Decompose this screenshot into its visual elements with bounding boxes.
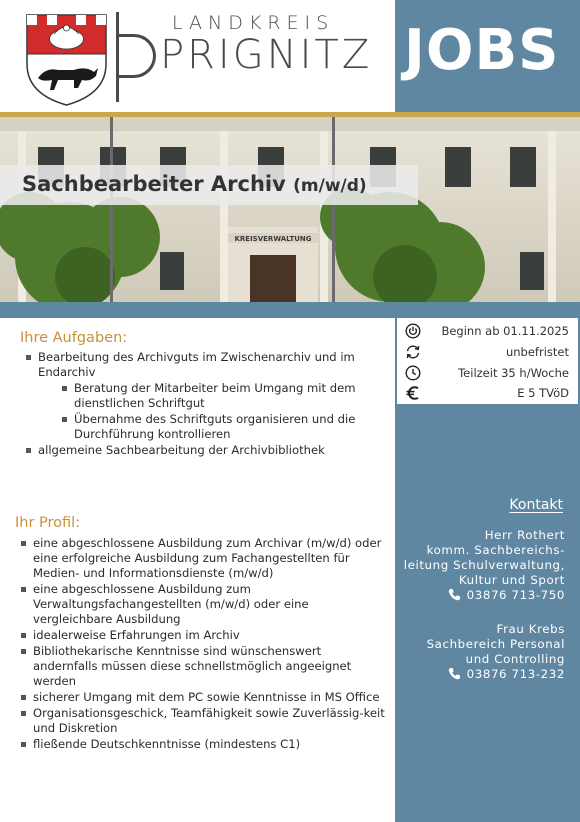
county-name: PRIGNITZ [160, 32, 373, 78]
contact-role-line: und Controlling [465, 652, 565, 666]
info-start [397, 322, 578, 342]
list-item: Beratung der Mitarbeiter beim Umgang mit dem dienstlichen Schriftgut [22, 381, 384, 411]
coat-of-arms-icon [24, 12, 109, 107]
list-item: fließende Deutschkenntnisse (mindestens C1) [17, 737, 385, 752]
contact-role-line: komm. Sachbereichs- [426, 543, 565, 557]
list-item: Bibliothekarische Kenntnisse sind wünschenswert andernfalls müssen diese schnellstmöglich angeeignet werden [17, 644, 385, 689]
list-item: Organisationsgeschick, Teamfähigkeit sowie Zuverlässig-keit und Diskretion [17, 706, 385, 736]
list-item: idealerweise Erfahrungen im Archiv [17, 628, 385, 643]
contact-phone[interactable] [427, 667, 565, 682]
info-duration-text: unbefristet [505, 345, 569, 359]
info-hours-text: Teilzeit 35 h/Woche [458, 366, 569, 380]
info-hours [397, 364, 578, 384]
job-title [22, 172, 367, 196]
contact-phone-number: 03876 713-232 [466, 667, 565, 681]
info-duration [397, 343, 578, 363]
tasks-heading: Ihre Aufgaben: [20, 330, 128, 346]
contact-phone-number: 03876 713-750 [466, 588, 565, 602]
profile-heading: Ihr Profil: [15, 515, 81, 531]
list-item: sicherer Umgang mit dem PC sowie Kenntnisse in MS Office [17, 690, 385, 705]
euro-icon [405, 385, 421, 401]
contact-person-2 [427, 622, 565, 682]
list-item: eine abgeschlossene Ausbildung zum Archivar (m/w/d) oder eine erfolgreiche Ausbildung zum Fachangestellten für Medien- und Informationsdienste (m/w/d) [17, 536, 385, 581]
contact-role-line: Kultur und Sport [458, 573, 565, 587]
building-sign: KREISVERWALTUNG [234, 235, 312, 243]
job-title-text: Sachbearbeiter Archiv [22, 172, 286, 196]
contact-role-line: Sachbereich Personal [426, 637, 565, 651]
power-icon [405, 323, 421, 339]
refresh-icon [405, 344, 421, 360]
job-title-suffix: (m/w/d) [293, 176, 367, 196]
contact-role-line: leitung Schulverwaltung, [403, 558, 565, 572]
blue-strip [0, 302, 580, 318]
phone-icon [448, 667, 461, 680]
jobs-label: JOBS [404, 18, 560, 83]
list-item: Übernahme des Schriftguts organisieren und die Durchführung kontrollieren [22, 412, 384, 442]
contact-name: Frau Krebs [496, 622, 565, 636]
contact-name: Herr Rothert [484, 528, 565, 542]
tasks-list [22, 350, 384, 459]
profile-list [17, 536, 385, 753]
list-item: allgemeine Sachbearbeitung der Archivbibliothek [22, 443, 384, 458]
building-photo [0, 117, 580, 302]
phone-icon [448, 588, 461, 601]
contact-phone[interactable] [404, 588, 565, 603]
info-salary [397, 384, 578, 404]
list-item: Bearbeitung des Archivguts im Zwischenarchiv und im Endarchiv [22, 350, 384, 380]
info-salary-text: E 5 TVöD [517, 386, 569, 400]
contact-person-1 [404, 528, 565, 603]
logo-letter-arc [116, 34, 156, 78]
info-start-text: Beginn ab 01.11.2025 [441, 324, 569, 338]
clock-icon [405, 365, 421, 381]
contact-heading: Kontakt [509, 497, 563, 513]
header [0, 0, 395, 112]
list-item: eine abgeschlossene Ausbildung zum Verwaltungsfachangestellten (m/w/d) oder eine vergleichbare Ausbildung [17, 582, 385, 627]
county-label: LANDKREIS [172, 12, 335, 34]
